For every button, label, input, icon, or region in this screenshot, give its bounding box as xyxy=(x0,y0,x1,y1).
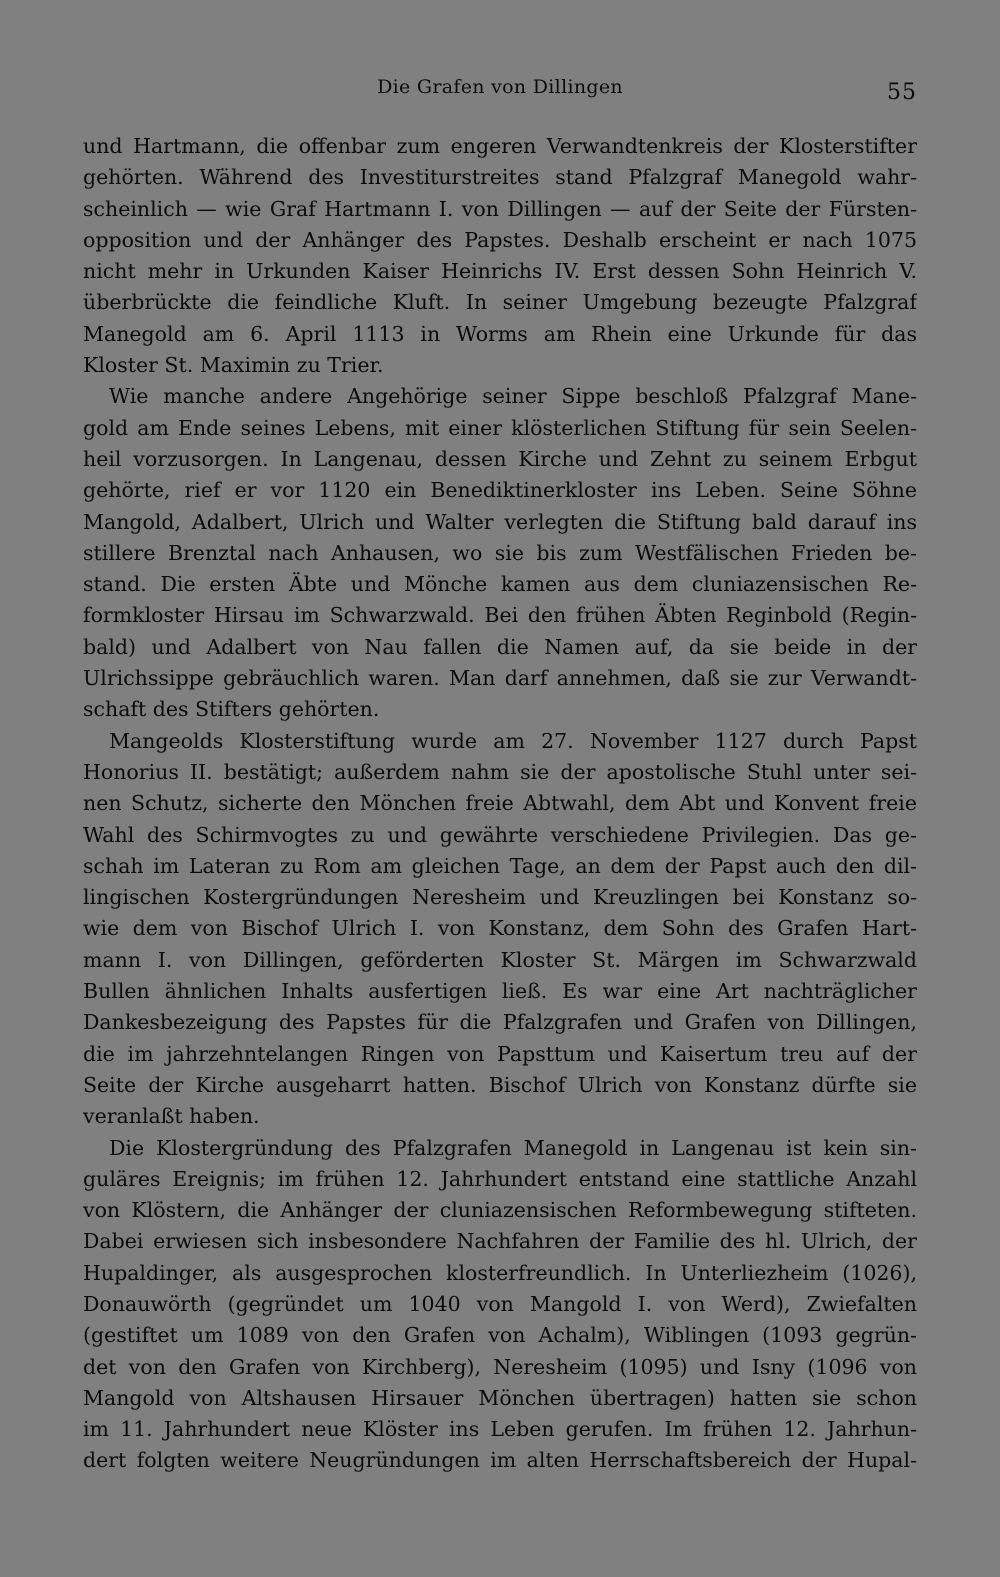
text-line: guläres Ereignis; im frühen 12. Jahrhundert entstand eine stattliche Anzahl xyxy=(83,1166,917,1191)
text-line: Wie manche andere Angehörige seiner Sippe beschloß Pfalzgraf Mane- xyxy=(109,384,917,409)
text-line: nen Schutz, sicherte den Mönchen freie Abtwahl, dem Abt und Konvent freie xyxy=(83,791,917,816)
running-title: Die Grafen von Dillingen xyxy=(377,76,623,98)
text-line: Mangold, Adalbert, Ulrich und Walter verlegten die Stiftung bald darauf ins xyxy=(83,509,917,534)
paragraph xyxy=(83,1133,917,1477)
text-line: scheinlich — wie Graf Hartmann I. von Dillingen — auf der Seite der Fürsten- xyxy=(83,196,917,221)
text-line: Donauwörth (gegründet um 1040 von Mangold I. von Werd), Zwiefalten xyxy=(83,1291,917,1316)
text-line: und Hartmann, die offenbar zum engeren Verwandtenkreis der Klosterstifter xyxy=(83,134,917,158)
text-line: Die Klostergründung des Pfalzgrafen Manegold in Langenau ist kein sin- xyxy=(109,1135,917,1160)
text-line: gehörten. Während des Investiturstreites stand Pfalzgraf Manegold wahr- xyxy=(83,165,917,190)
text-line: Honorius II. bestätigt; außerdem nahm sie der apostolische Stuhl unter sei- xyxy=(83,759,917,784)
text-line: opposition und der Anhänger des Papstes. Deshalb erscheint er nach 1075 xyxy=(83,227,917,252)
text-line: stillere Brenztal nach Anhausen, wo sie bis zum Westfälischen Frieden be- xyxy=(83,540,917,565)
paragraph-list xyxy=(83,131,917,1477)
running-head xyxy=(83,74,917,106)
paragraph xyxy=(83,131,917,381)
text-line: die im jahrzehntelangen Ringen von Papsttum und Kaisertum treu auf der xyxy=(83,1041,917,1066)
body-text xyxy=(83,131,917,1477)
text-line: (gestiftet um 1089 von den Grafen von Achalm), Wiblingen (1093 gegrün- xyxy=(83,1323,917,1348)
text-line: wie dem von Bischof Ulrich I. von Konstanz, dem Sohn des Grafen Hart- xyxy=(83,916,917,941)
text-line: veranlaßt haben. xyxy=(83,1104,260,1129)
text-line: überbrückte die feindliche Kluft. In seiner Umgebung bezeugte Pfalzgraf xyxy=(83,290,917,315)
text-line: im 11. Jahrhundert neue Klöster ins Leben gerufen. Im frühen 12. Jahrhun- xyxy=(83,1417,917,1442)
text-line: Wahl des Schirmvogtes zu und gewährte verschiedene Privilegien. Das ge- xyxy=(83,822,917,847)
text-line: Manegold am 6. April 1113 in Worms am Rhein eine Urkunde für das xyxy=(83,321,917,346)
text-line: formkloster Hirsau im Schwarzwald. Bei den frühen Äbten Reginbold (Regin- xyxy=(83,603,917,628)
text-line: heil vorzusorgen. In Langenau, dessen Kirche und Zehnt zu seinem Erbgut xyxy=(83,446,917,471)
text-line: von Klöstern, die Anhänger der cluniazensischen Reformbewegung stifteten. xyxy=(83,1198,917,1223)
text-line: Seite der Kirche ausgeharrt hatten. Bischof Ulrich von Konstanz dürfte sie xyxy=(83,1072,917,1097)
text-line: bald) und Adalbert von Nau fallen die Namen auf, da sie beide in der xyxy=(83,634,917,659)
text-line: dert folgten weitere Neugründungen im alten Herrschaftsbereich der Hupal- xyxy=(83,1448,917,1473)
page-number: 55 xyxy=(887,80,917,105)
text-line: Dankesbezeigung des Papstes für die Pfalzgrafen und Grafen von Dillingen, xyxy=(83,1010,917,1035)
text-line: lingischen Kostergründungen Neresheim und Kreuzlingen bei Konstanz so- xyxy=(83,885,917,910)
paragraph xyxy=(83,726,917,1133)
text-line: schaft des Stifters gehörten. xyxy=(83,697,380,722)
text-line: Mangold von Altshausen Hirsauer Mönchen übertragen) hatten sie schon xyxy=(83,1385,917,1410)
text-line: schah im Lateran zu Rom am gleichen Tage, an dem der Papst auch den dil- xyxy=(83,853,917,878)
text-line: Bullen ähnlichen Inhalts ausfertigen ließ. Es war eine Art nachträglicher xyxy=(83,979,917,1004)
text-line: mann I. von Dillingen, geförderten Kloster St. Märgen im Schwarzwald xyxy=(83,947,917,972)
text-line: stand. Die ersten Äbte und Mönche kamen aus dem cluniazensischen Re- xyxy=(83,572,917,597)
text-line: gold am Ende seines Lebens, mit einer klösterlichen Stiftung für sein Seelen- xyxy=(83,415,917,440)
text-line: Ulrichssippe gebräuchlich waren. Man darf annehmen, daß sie zur Verwandt- xyxy=(83,666,917,691)
text-line: det von den Grafen von Kirchberg), Neresheim (1095) und Isny (1096 von xyxy=(83,1354,917,1379)
text-line: gehörte, rief er vor 1120 ein Benediktinerkloster ins Leben. Seine Söhne xyxy=(83,478,917,503)
text-line: Dabei erwiesen sich insbesondere Nachfahren der Familie des hl. Ulrich, der xyxy=(83,1229,917,1254)
text-line: Mangeolds Klosterstiftung wurde am 27. November 1127 durch Papst xyxy=(109,728,917,753)
text-line: Kloster St. Maximin zu Trier. xyxy=(83,353,384,378)
paragraph xyxy=(83,381,917,725)
text-line: nicht mehr in Urkunden Kaiser Heinrichs IV. Erst dessen Sohn Heinrich V. xyxy=(83,259,917,284)
text-line: Hupaldinger, als ausgesprochen klosterfreundlich. In Unterliezheim (1026), xyxy=(83,1260,917,1285)
